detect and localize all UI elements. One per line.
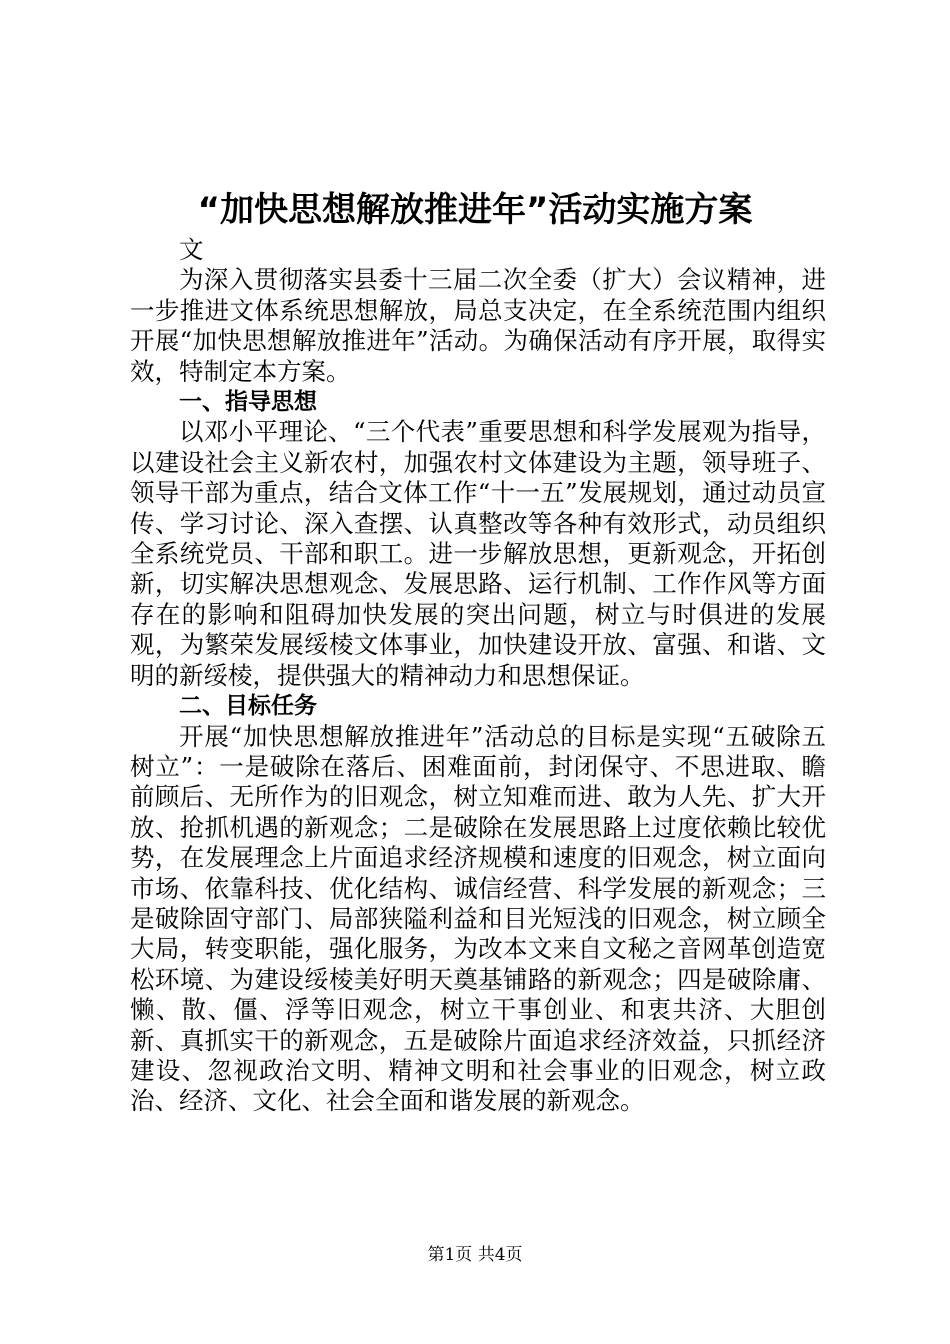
- section-heading-guiding-ideology: 一、指导思想: [179, 389, 317, 416]
- section-heading-goals-tasks: 二、目标任务: [179, 693, 317, 720]
- section-paragraph-guiding-ideology: 以邓小平理论、“三个代表”重要思想和科学发展观为指导，以建设社会主义新农村，加强农村文体建设为主题，领导班子、领导干部为重点，结合文体工作“十一五”发展规划，通过动员宣传、学习讨论、深入查摆、认真整改等各种有效形式，动员组织全系统党员、干部和职工。进一步解放思想，更新观念，开拓创新，切实解决思想观念、发展思路、运行机制、工作作风等方面存在的影响和阻碍加快发展的突出问题，树立与时俱进的发展观，为繁荣发展绥棱文体事业，加快建设开放、富强、和谐、文明的新绥棱，提供强大的精神动力和思想保证。: [130, 417, 826, 690]
- document-body: [130, 235, 826, 1117]
- document-title: “加快思想解放推进年”活动实施方案: [197, 190, 753, 230]
- page-footer: 第1页 共4页: [427, 1245, 523, 1265]
- author-line: 文: [179, 235, 204, 264]
- section-paragraph-goals-tasks: 开展“加快思想解放推进年”活动总的目标是实现“五破除五树立”：一是破除在落后、困难面前，封闭保守、不思进取、瞻前顾后、无所作为的旧观念，树立知难而进、敢为人先、扩大开放、抢抓机遇的新观念；二是破除在发展思路上过度依赖比较优势，在发展理念上片面追求经济规模和速度的旧观念，树立面向市场、依靠科技、优化结构、诚信经营、科学发展的新观念；三是破除固守部门、局部狭隘利益和目光短浅的旧观念，树立顾全大局，转变职能，强化服务，为改本文来自文秘之音网革创造宽松环境、为建设绥棱美好明天奠基铺路的新观念；四是破除庸、懒、散、僵、浮等旧观念，树立干事创业、和衷共济、大胆创新、真抓实干的新观念，五是破除片面追求经济效益，只抓经济建设、忽视政治文明、精神文明和社会事业的旧观念，树立政治、经济、文化、社会全面和谐发展的新观念。: [130, 721, 826, 1116]
- intro-paragraph: 为深入贯彻落实县委十三届二次全委（扩大）会议精神，进一步推进文体系统思想解放，局总支决定，在全系统范围内组织开展“加快思想解放推进年”活动。为确保活动有序开展，取得实效，特制定本方案。: [130, 265, 826, 386]
